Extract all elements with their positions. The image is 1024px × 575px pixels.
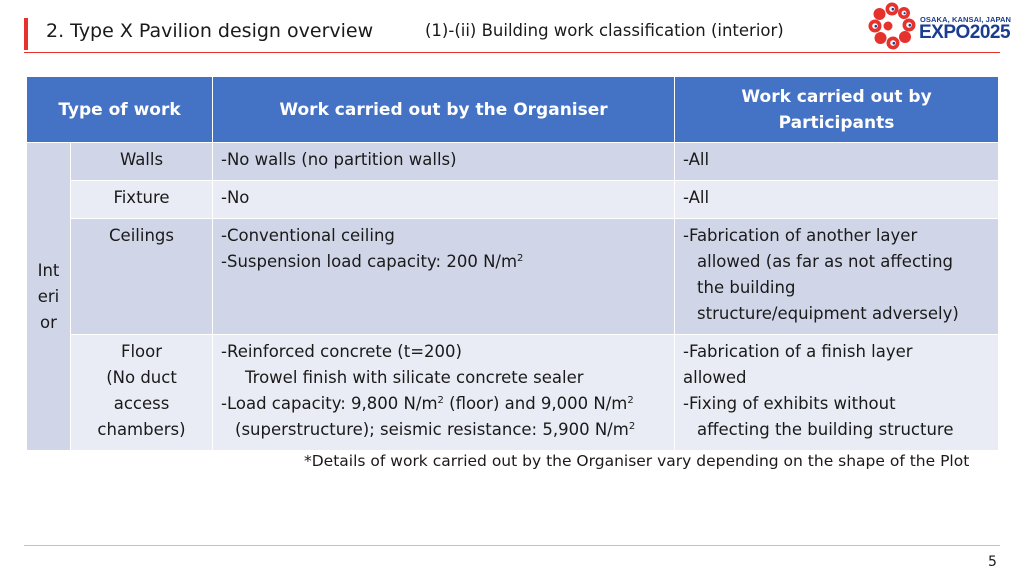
participants-cell-ceilings: [675, 219, 999, 335]
unit-superscript: 2: [517, 253, 524, 264]
page-number: 5: [988, 554, 997, 570]
page-subtitle: (1)-(ii) Building work classification (interior): [425, 21, 784, 40]
type-cell-ceilings: Ceilings: [71, 219, 213, 335]
type-cell-walls: Walls: [71, 143, 213, 181]
organiser-line: [221, 391, 666, 417]
participants-line: allowed: [683, 368, 747, 387]
unit-superscript: 2: [627, 395, 634, 406]
type-line: Floor: [120, 342, 163, 361]
type-cell-floor: [71, 335, 213, 451]
organiser-line: -Conventional ceiling: [221, 226, 395, 245]
table-header-row: [27, 77, 999, 143]
organiser-text: -Load capacity: 9,800 N/m: [221, 394, 438, 413]
table-row-ceilings: [27, 219, 999, 335]
organiser-cell-walls: -No walls (no partition walls): [213, 143, 675, 181]
page-title: 2. Type X Pavilion design overview: [46, 20, 374, 42]
participants-line: -Fixing of exhibits without: [683, 394, 896, 413]
header-organiser: Work carried out by the Organiser: [213, 77, 675, 143]
participants-line: -Fabrication of another layer: [683, 226, 918, 245]
work-classification-table: [26, 76, 999, 451]
organiser-line: [221, 249, 666, 275]
organiser-text: -Suspension load capacity: 200 N/m: [221, 252, 518, 271]
participants-cell-walls: -All: [675, 143, 999, 181]
table-row-walls: [27, 143, 999, 181]
type-line: (No duct: [106, 368, 177, 387]
logo-place-text: OSAKA, KANSAI, JAPAN: [920, 15, 1012, 24]
participants-line: the building: [697, 278, 796, 297]
myaku-myaku-logo-icon: [868, 2, 916, 50]
organiser-text: (superstructure); seismic resistance: 5,900 N/m: [235, 420, 629, 439]
organiser-line: Trowel finish with silicate concrete sealer: [245, 368, 584, 387]
table-row-floor: [27, 335, 999, 451]
interior-group-cell: [27, 143, 71, 451]
expo-logo: [868, 2, 1014, 50]
organiser-text: (floor) and 9,000 N/m: [443, 394, 628, 413]
unit-superscript: 2: [628, 421, 636, 432]
header-type-of-work: Type of work: [27, 77, 213, 143]
header-participants-line: Participants: [778, 112, 895, 133]
footnote: *Details of work carried out by the Organiser vary depending on the shape of the Plot: [304, 452, 970, 470]
organiser-cell-ceilings: [213, 219, 675, 335]
participants-line: allowed (as far as not affecting: [697, 252, 953, 271]
participants-line: affecting the building structure: [697, 420, 954, 439]
title-divider: [24, 52, 1000, 53]
group-label-line: eri: [37, 286, 60, 306]
group-label-line: Int: [37, 260, 60, 280]
header-participants-line: Work carried out by: [741, 86, 932, 107]
type-cell-fixture: Fixture: [71, 181, 213, 219]
participants-line: -Fabrication of a finish layer: [683, 342, 913, 361]
participants-cell-fixture: -All: [675, 181, 999, 219]
footer-divider: [24, 545, 1000, 546]
type-line: chambers): [97, 420, 186, 439]
group-label-line: or: [40, 312, 57, 332]
title-accent-bar: [24, 18, 28, 50]
participants-line: structure/equipment adversely): [697, 304, 959, 323]
table-row-fixture: [27, 181, 999, 219]
organiser-cell-fixture: -No: [213, 181, 675, 219]
header-participants: [675, 77, 999, 143]
unit-superscript: 2: [437, 395, 444, 406]
organiser-line: [221, 417, 666, 443]
organiser-line: -Reinforced concrete (t=200): [221, 342, 462, 361]
participants-cell-floor: [675, 335, 999, 451]
logo-name-text: EXPO2025: [919, 22, 1011, 43]
organiser-cell-floor: [213, 335, 675, 451]
type-line: access: [113, 394, 170, 413]
